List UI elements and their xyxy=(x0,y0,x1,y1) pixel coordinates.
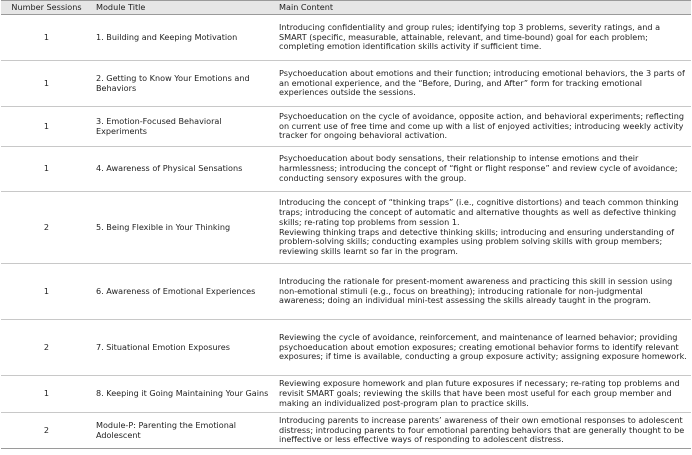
main-content-cell xyxy=(275,413,691,449)
content-paragraph: Introducing confidentiality and group rules; identifying top 3 problems, severity ratings, and a SMART (specific, measurable, attainable, relevant, and time-bound) goal for each problem; completing emotion identification skills activity if sufficient time. xyxy=(279,21,661,52)
header-number-sessions: Number Sessions xyxy=(1,1,92,15)
table-row xyxy=(1,107,691,147)
module-title-cell: 4. Awareness of Physical Sensations xyxy=(96,163,243,174)
main-content-cell xyxy=(275,264,691,320)
sessions-cell: 1 xyxy=(43,120,50,131)
main-content-cell xyxy=(275,15,691,61)
table-row xyxy=(1,15,691,61)
table-row xyxy=(1,376,691,413)
content-paragraph: Introducing the concept of “thinking traps” (i.e., cognitive distortions) and teach common thinking traps; introducing the concept of automatic and alternative thoughts as well as defective thinking skills; re-rating top problems from session 1. xyxy=(279,197,679,227)
main-content-cell xyxy=(275,61,691,107)
main-content-cell xyxy=(275,320,691,376)
module-title-cell: 6. Awareness of Emotional Experiences xyxy=(96,285,256,296)
sessions-cell: 1 xyxy=(43,163,50,174)
content-paragraph: Reviewing the cycle of avoidance, reinforcement, and maintenance of learned behavior; providing psychoeducation about emotion exposures; creating emotional behavior forms to identify relevant exposures; if time is available, conducting a group exposure activity; assigning exposure homework. xyxy=(279,331,687,362)
module-title-cell: 8. Keeping it Going Maintaining Your Gains xyxy=(96,388,269,399)
main-content-cell xyxy=(275,376,691,413)
module-title-cell: 1. Building and Keeping Motivation xyxy=(96,31,238,42)
sessions-cell: 2 xyxy=(43,341,50,352)
table-row xyxy=(1,147,691,192)
module-title-cell: 5. Being Flexible in Your Thinking xyxy=(96,221,231,232)
content-paragraph: Reviewing thinking traps and detective thinking skills; introducing and ensuring understanding of problem-solving skills; conducting examples using problem solving skills with group members; reviewing skills learnt so far in the program. xyxy=(279,226,675,256)
main-content-cell xyxy=(275,192,691,264)
module-title-cell: 7. Situational Emotion Exposures xyxy=(96,341,230,352)
main-content-cell xyxy=(275,147,691,192)
table-row xyxy=(1,192,691,264)
content-paragraph: Psychoeducation about body sensations, their relationship to intense emotions and their harmlessness; introducing the concept of “fight or flight response” and review cycle of avoidance; conducting sensory exposures with the group. xyxy=(279,153,678,183)
module-title-cell: Module-P: Parenting the Emotional Adolescent xyxy=(96,419,237,440)
sessions-cell: 1 xyxy=(43,77,50,88)
main-content-cell xyxy=(275,107,691,147)
table-row xyxy=(1,413,691,449)
content-paragraph: Psychoeducation on the cycle of avoidance, opposite action, and behavioral experiments; reflecting on current use of free time and come up with a list of enjoyed activities; introducing weekly activity tracker for ongoing behavioral activation. xyxy=(279,110,685,141)
header-main-content: Main Content xyxy=(275,1,691,15)
table-header xyxy=(1,1,691,15)
sessions-cell: 1 xyxy=(43,388,50,399)
content-paragraph: Reviewing exposure homework and plan future exposures if necessary; re-rating top problems and revisit SMART goals; reviewing the skills that have been most useful for each group member and making an individualized post-program plan to practice skills. xyxy=(279,378,680,408)
header-module-title: Module Title xyxy=(92,1,275,15)
module-title-cell: 2. Getting to Know Your Emotions and Behaviors xyxy=(96,72,250,93)
table-row xyxy=(1,264,691,320)
content-paragraph: Introducing parents to increase parents’ awareness of their own emotional responses to adolescent distress; introducing parents to four emotional parenting behaviors that are generally thought to be ineffective or less effective ways of responding to adolescent distress. xyxy=(279,415,685,445)
content-paragraph: Introducing the rationale for present-moment awareness and practicing this skill in session using non-emotional stimuli (e.g., focus on breathing); introducing rationale for non-judgmental awareness; doing an individual mini-test assessing the skills already taught in the program. xyxy=(279,275,673,306)
table-row xyxy=(1,61,691,107)
sessions-cell: 2 xyxy=(43,424,50,435)
module-table xyxy=(1,0,691,449)
header-row xyxy=(1,1,691,15)
sessions-cell: 1 xyxy=(43,31,50,42)
sessions-cell: 2 xyxy=(43,221,50,232)
table-row xyxy=(1,320,691,376)
table-body xyxy=(1,15,691,449)
sessions-cell: 1 xyxy=(43,285,50,296)
content-paragraph: Psychoeducation about emotions and their function; introducing emotional behaviors, the 3 parts of an emotional experience, and the “Before, During, and After” form for tracking emotional experiences outside the sessions. xyxy=(279,67,685,98)
module-title-cell: 3. Emotion-Focused Behavioral Experiments xyxy=(96,115,222,136)
